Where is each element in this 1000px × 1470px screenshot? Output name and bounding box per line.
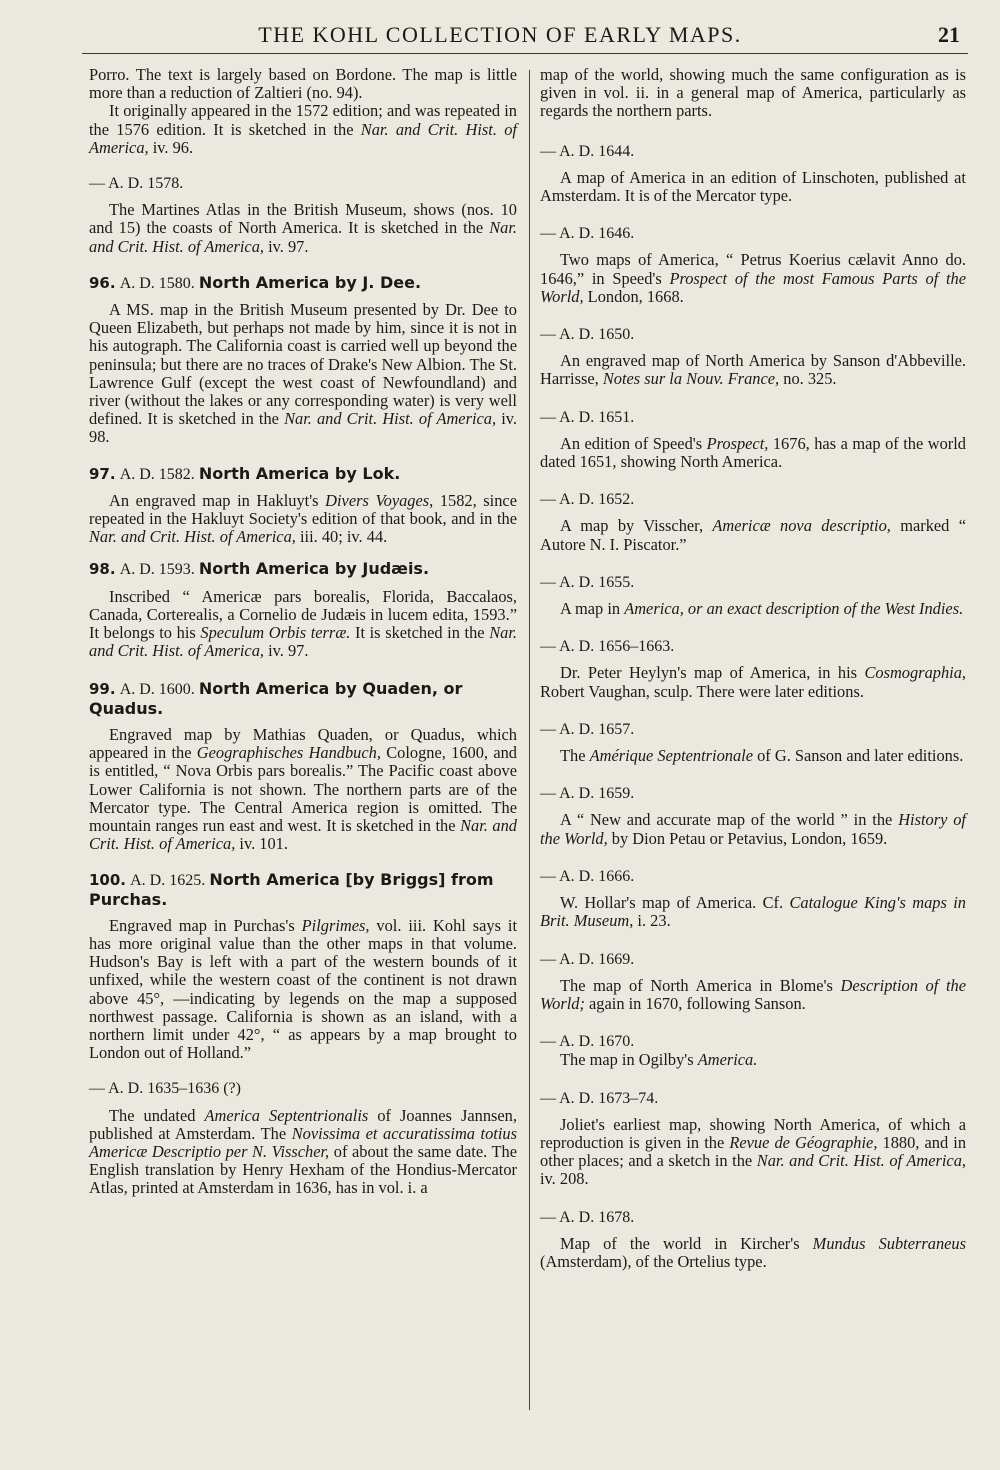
entry-date: — A. D. 1635–1636 (?) — [89, 1080, 241, 1098]
entry-date: — A. D. 1670. — [540, 1033, 635, 1051]
entry-body: The Martines Atlas in the British Museum, shows (nos. 10 and 15) the coasts of North America. It is sketched in the Nar. and Crit. Hist. of America, iv. 97. — [89, 200, 517, 256]
page-header — [0, 18, 1000, 54]
entry-96 — [89, 274, 517, 447]
entry-1655 — [540, 574, 966, 618]
entry-99 — [89, 680, 517, 853]
entry-1650 — [540, 326, 966, 389]
entry-body: Engraved map in Purchas's Pilgrimes, vol. iii. Kohl says it has more original value than the other maps in that volume. Hudson's Bay is left with a part of the western bounds of it unfixed, while the western coast of the continent is not drawn above 45°, —indicating by legends on the map a supposed northwest passage. California is shown as an island, with a northern limit under 42°, “ as appears by a map brought to London out of Holland.” — [89, 915, 517, 1063]
entry-body: The map in Ogilby's America. — [560, 1050, 758, 1070]
entry-date: — A. D. 1659. — [540, 785, 635, 803]
entry-body: The undated America Septentrionalis of Joannes Jannsen, published at Amsterdam. The Novissima et accuratissima totius Americæ Descriptio per N. Visscher, of about the same date. The English translation by Henry Hexham of the Hondius-Mercator Atlas, printed at Amsterdam in 1636, has in vol. i. a — [89, 1105, 517, 1198]
entry-1669 — [540, 951, 966, 1014]
entry-body: A “ New and accurate map of the world ” in the History of the World, by Dion Petau or Petavius, London, 1659. — [540, 810, 966, 848]
page-number: 21 — [938, 22, 960, 47]
entry-body: An edition of Speed's Prospect, 1676, has a map of the world dated 1651, showing North America. — [540, 433, 966, 472]
entry-body: A map of America in an edition of Linschoten, published at Amsterdam. It is of the Mercator type. — [540, 167, 966, 206]
entry-date: — A. D. 1652. — [540, 491, 635, 509]
entry-date: — A. D. 1650. — [540, 326, 635, 344]
column-divider — [529, 70, 530, 1410]
entry-date: — A. D. 1657. — [540, 720, 635, 738]
entry-date: — A. D. 1651. — [540, 408, 635, 426]
right-column — [540, 66, 966, 1271]
entry-date: — A. D. 1644. — [540, 142, 635, 160]
running-title: THE KOHL COLLECTION OF EARLY MAPS. — [258, 22, 742, 47]
entry-date: — A. D. 1666. — [540, 867, 635, 885]
header-rule — [82, 53, 968, 54]
entry-body: The Amérique Septentrionale of G. Sanson and later editions. — [560, 746, 964, 766]
entry-date: — A. D. 1655. — [540, 573, 635, 591]
entry-97 — [89, 465, 517, 547]
entry-1673 — [540, 1090, 966, 1189]
entry-body: A MS. map in the British Museum presented by Dr. Dee to Queen Elizabeth, but perhaps not made by him, since it is not in his autograph. The California coast is carried well up beyond the peninsula; but there are no traces of Drake's New Albion. The St. Lawrence Gulf (except the west coast of Newfoundland) and river (without the lakes or any corresponding water) is very well defined. It is sketched in the Nar. and Crit. Hist. of America, iv. 98. — [89, 300, 517, 447]
entry-date: — A. D. 1578. — [89, 175, 184, 193]
entry-1646 — [540, 225, 966, 306]
entry-body: An engraved map in Hakluyt's Divers Voyages, 1582, since repeated in the Hakluyt Society's edition of that book, and in the Nar. and Crit. Hist. of America, iii. 40; iv. 44. — [89, 490, 517, 547]
entry-body: Two maps of America, “ Petrus Koerius cælavit Anno do. 1646,” in Speed's Prospect of the most Famous Parts of the World, London, 1668. — [540, 250, 966, 306]
entry-heading: 96. A. D. 1580. North America by J. Dee. — [89, 272, 422, 292]
entry-date: — A. D. 1678. — [540, 1208, 635, 1226]
entry-body: Inscribed “ Americæ pars borealis, Florida, Baccalaos, Canada, Corterealis, a Cornelio de Judæis in lucem edita, 1593.” It belongs to his Speculum Orbis terræ. It is sketched in the Nar. and Crit. Hist. of America, iv. 97. — [89, 586, 517, 661]
entry-1578 — [89, 175, 517, 256]
entry-1656 — [540, 638, 966, 701]
entry-1678 — [540, 1209, 966, 1272]
entry-1659 — [540, 785, 966, 848]
entry-1652 — [540, 491, 966, 554]
entry-1644 — [540, 143, 966, 206]
entry-1670 — [540, 1033, 966, 1069]
entry-1651 — [540, 409, 966, 472]
entry-heading: 98. A. D. 1593. North America by Judæis. — [89, 559, 430, 579]
entry-date: — A. D. 1673–74. — [540, 1089, 659, 1107]
paragraph: It originally appeared in the 1572 edition; and was repeated in the 1576 edition. It is sketched in the Nar. and Crit. Hist. of America, iv. 96. — [89, 101, 517, 157]
entry-date: — A. D. 1646. — [540, 225, 635, 243]
entry-1635 — [89, 1080, 517, 1197]
continued-paragraph: map of the world, showing much the same configuration as is given in vol. ii. in a general map of America, particularly as regards the northern parts. — [540, 65, 966, 121]
entry-98 — [89, 560, 517, 660]
entry-date: — A. D. 1656–1663. — [540, 638, 675, 656]
entry-1657 — [540, 721, 966, 765]
entry-body: W. Hollar's map of America. Cf. Catalogue King's maps in Brit. Museum, i. 23. — [540, 893, 966, 931]
left-column — [89, 66, 517, 1198]
entry-date: — A. D. 1669. — [540, 950, 635, 968]
entry-heading: 100. A. D. 1625. North America [by Briggs] from Purchas. — [89, 870, 494, 909]
entry-body: A map by Visscher, Americæ nova descriptio, marked “ Autore N. I. Piscator.” — [540, 516, 966, 554]
continued-paragraph: Porro. The text is largely based on Bordone. The map is little more than a reduction of Zaltieri (no. 94). — [89, 65, 517, 103]
entry-heading: 97. A. D. 1582. North America by Lok. — [89, 463, 401, 483]
entry-body: A map in America, or an exact description of the West Indies. — [560, 599, 964, 619]
entry-body: Map of the world in Kircher's Mundus Subterraneus (Amsterdam), of the Ortelius type. — [540, 1233, 966, 1271]
entry-body: Engraved map by Mathias Quaden, or Quadus, which appeared in the Geographisches Handbuch, Cologne, 1600, and is entitled, “ Nova Orbis pars borealis.” The Pacific coast above Lower California is not shown. The northern parts are of the Mercator type. The Central America region is omitted. The mountain ranges run east and west. It is sketched in the Nar. and Crit. Hist. of America, iv. 101. — [89, 724, 517, 854]
entry-body: An engraved map of North America by Sanson d'Abbeville. Harrisse, Notes sur la Nouv. France, no. 325. — [540, 351, 966, 389]
entry-body: The map of North America in Blome's Description of the World; again in 1670, following Sanson. — [540, 975, 966, 1013]
entry-1666 — [540, 868, 966, 931]
entry-heading: 99. A. D. 1600. North America by Quaden, or Quadus. — [89, 679, 463, 718]
entry-body: Joliet's earliest map, showing North America, of which a reproduction is given in the Revue de Géographie, 1880, and in other places; and a sketch in the Nar. and Crit. Hist. of America, iv. 208. — [540, 1114, 967, 1189]
entry-body: Dr. Peter Heylyn's map of America, in his Cosmographia, Robert Vaughan, sculp. There were later editions. — [540, 663, 966, 701]
entry-100 — [89, 871, 517, 1062]
